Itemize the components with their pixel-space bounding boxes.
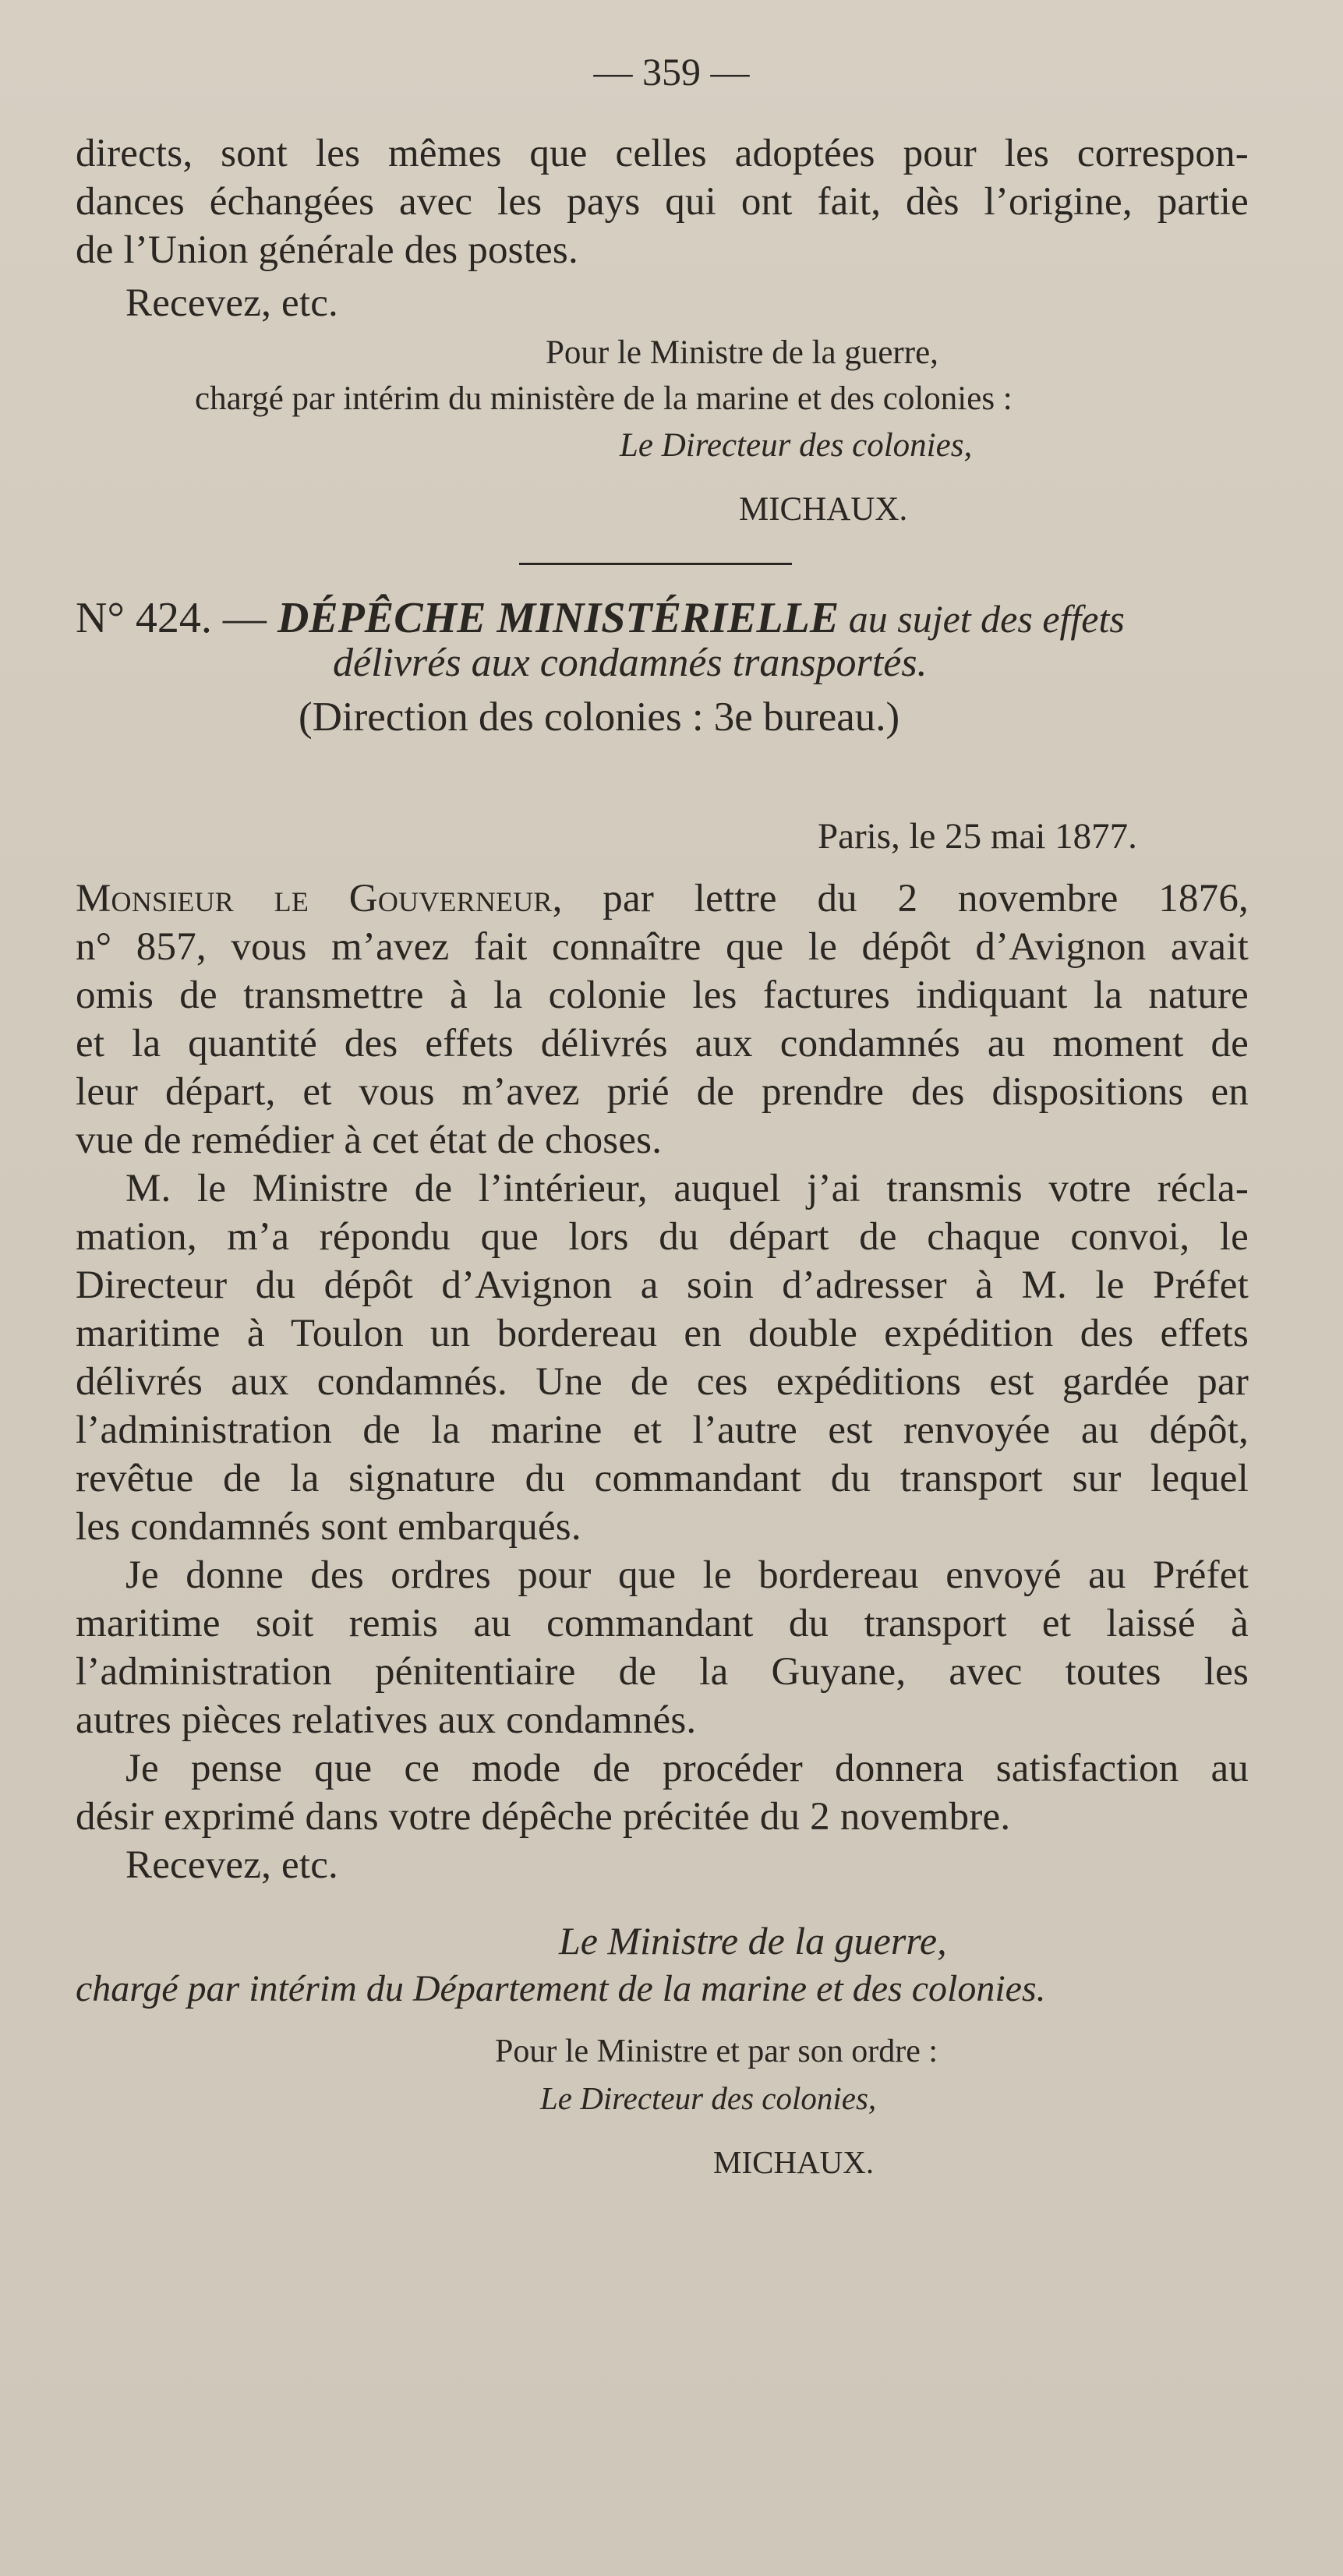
body-line: revêtue de la signature du commandant du transport sur lequel	[76, 1457, 1249, 1500]
page-number: — 359 —	[593, 50, 750, 94]
heading-subtitle: délivrés aux condamnés transportés.	[333, 641, 928, 685]
body-line: maritime soit remis au commandant du transport et laissé à	[76, 1602, 1249, 1645]
body-line: n° 857, vous m’avez fait connaître que le dépôt d’Avignon avait	[76, 925, 1249, 969]
top-paragraph-line: directs, sont les mêmes que celles adoptées pour les correspon-	[76, 132, 1249, 175]
signature-line: Le Directeur des colonies,	[540, 2080, 877, 2116]
heading-number: N° 424. —	[76, 594, 277, 642]
body-line: l’administration de la marine et l’autre est renvoyée au dépôt,	[76, 1408, 1249, 1452]
body-line: autres pièces relatives aux condamnés.	[76, 1698, 697, 1742]
body-line: M. le Ministre de l’intérieur, auquel j’ai transmis votre récla-	[125, 1167, 1249, 1210]
body-line: l’administration pénitentiaire de la Guyane, avec toutes les	[76, 1650, 1249, 1694]
body-line: les condamnés sont embarqués.	[76, 1505, 581, 1549]
body-line	[76, 875, 1249, 923]
body-line: leur départ, et vous m’avez prié de prendre des dispositions en	[76, 1070, 1249, 1114]
signature-name: MICHAUX.	[713, 2144, 875, 2180]
signature-line: Le Directeur des colonies,	[620, 427, 973, 464]
heading-title: DÉPÊCHE MINISTÉRIELLE	[277, 594, 839, 642]
signature-line: Le Ministre de la guerre,	[559, 1919, 947, 1963]
body-line: mation, m’a répondu que lors du départ de chaque convoi, le	[76, 1215, 1249, 1259]
body-text: par lettre du 2 novembre 1876,	[562, 877, 1249, 921]
recevez-line: Recevez, etc.	[125, 1843, 338, 1887]
body-line: Je donne des ordres pour que le bordereau envoyé au Préfet	[125, 1553, 1249, 1597]
body-line: maritime à Toulon un bordereau en double expédition des effets	[76, 1312, 1249, 1355]
top-paragraph-line: de l’Union générale des postes.	[76, 228, 578, 272]
body-line: délivrés aux condamnés. Une de ces expéditions est gardée par	[76, 1360, 1249, 1404]
document-heading	[76, 592, 1249, 645]
top-paragraph-line: dances échangées avec les pays qui ont fait, dès l’origine, partie	[76, 180, 1249, 224]
signature-line: chargé par intérim du Département de la marine et des colonies.	[76, 1968, 1046, 2009]
section-divider	[519, 563, 792, 565]
signature-line: Pour le Ministre de la guerre,	[546, 334, 938, 371]
signature-line: chargé par intérim du ministère de la marine et des colonies :	[195, 380, 1013, 417]
direction-line: (Direction des colonies : 3e bureau.)	[299, 694, 900, 740]
body-line: désir exprimé dans votre dépêche précitée du 2 novembre.	[76, 1795, 1011, 1839]
body-line: et la quantité des effets délivrés aux condamnés au moment de	[76, 1022, 1249, 1065]
body-line: Je pense que ce mode de procéder donnera satisfaction au	[125, 1747, 1249, 1790]
signature-line: Pour le Ministre et par son ordre :	[495, 2034, 938, 2069]
salutation: Monsieur le Gouverneur,	[76, 877, 563, 921]
body-line: omis de transmettre à la colonie les factures indiquant la nature	[76, 974, 1249, 1017]
recevez-line: Recevez, etc.	[125, 281, 338, 325]
date-line: Paris, le 25 mai 1877.	[818, 816, 1137, 857]
body-line: Directeur du dépôt d’Avignon a soin d’adresser à M. le Préfet	[76, 1263, 1249, 1307]
heading-suffix: au sujet des effets	[839, 597, 1125, 641]
signature-name: MICHAUX.	[739, 491, 908, 528]
body-line: vue de remédier à cet état de choses.	[76, 1118, 663, 1162]
